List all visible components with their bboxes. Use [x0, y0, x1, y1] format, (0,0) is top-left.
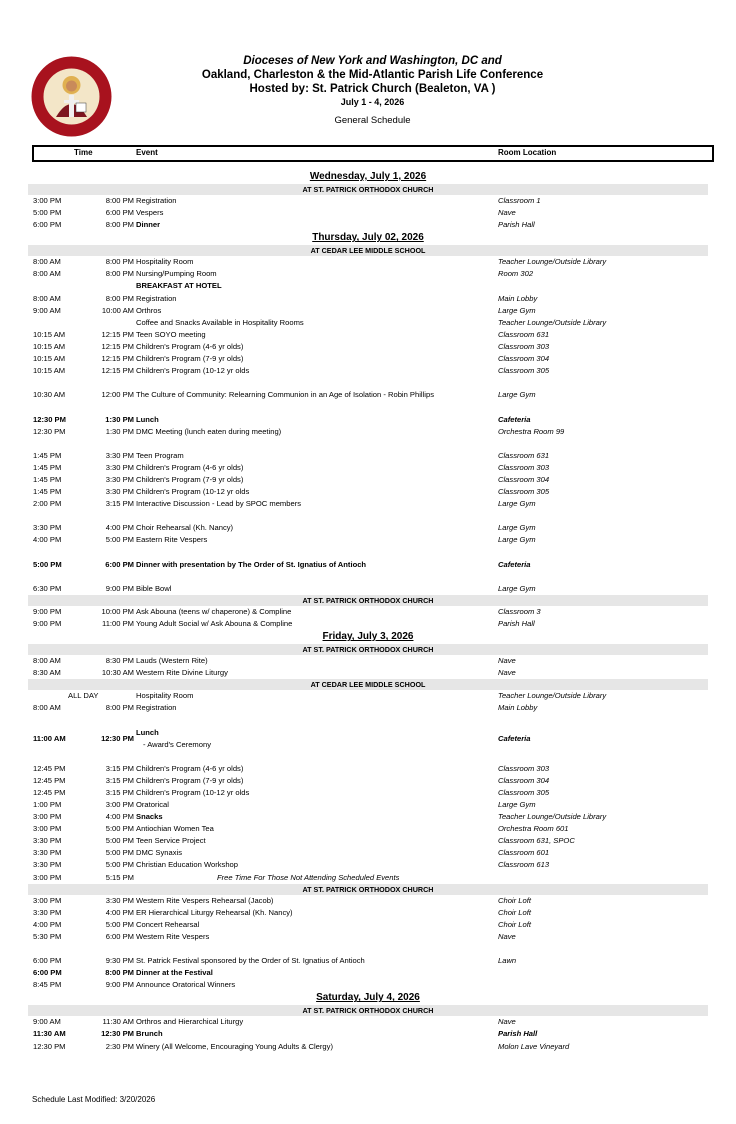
- schedule-row: [0, 823, 736, 835]
- start-time: 10:15 AM: [33, 354, 66, 364]
- event-name: Teen SOYO meeting: [136, 329, 206, 339]
- schedule-row: [0, 305, 736, 317]
- schedule-row: [0, 618, 736, 630]
- room-location: Choir Loft: [498, 919, 531, 929]
- start-time: 2:00 PM: [33, 499, 62, 509]
- end-time: 3:30 PM: [105, 895, 134, 905]
- end-time: 3:30 PM: [105, 462, 134, 472]
- event-name: Children's Program (4-6 yr olds): [136, 763, 244, 773]
- event-name: Teen Program: [136, 450, 184, 460]
- start-time: 1:00 PM: [33, 799, 62, 809]
- venue-bar: [28, 679, 708, 690]
- venue-bar-text: AT ST. PATRICK ORTHODOX CHURCH: [302, 185, 434, 194]
- start-time: 8:00 AM: [33, 257, 61, 267]
- schedule-row: [0, 787, 736, 799]
- event-name: DMC Synaxis: [136, 848, 182, 858]
- event-name: St. Patrick Festival sponsored by the Order of St. Ignatius of Antioch: [136, 956, 365, 966]
- start-time: 10:30 AM: [33, 390, 66, 400]
- start-time: 6:00 PM: [33, 220, 62, 230]
- schedule-row: [0, 559, 736, 571]
- room-location: Cafeteria: [498, 559, 531, 569]
- day-heading-text: Thursday, July 02, 2026: [312, 232, 424, 244]
- event-name: DMC Meeting (lunch eaten during meeting): [136, 426, 282, 436]
- end-time: 12:15 PM: [101, 354, 134, 364]
- room-location: Nave: [498, 656, 516, 666]
- schedule-row: [0, 667, 736, 679]
- schedule-row: [0, 207, 736, 219]
- event-name: Registration: [136, 293, 177, 303]
- end-time: 10:00 AM: [101, 305, 134, 315]
- schedule-row: [0, 606, 736, 618]
- event-name: Children's Program (4-6 yr olds): [136, 462, 244, 472]
- room-location: Classroom 305: [498, 487, 550, 497]
- room-location: Main Lobby: [498, 703, 538, 713]
- room-location: Classroom 303: [498, 341, 550, 351]
- room-location: Classroom 601: [498, 848, 550, 858]
- start-time: 6:00 PM: [33, 968, 62, 978]
- schedule-row: [0, 859, 736, 871]
- schedule-row: [0, 583, 736, 595]
- start-time: 12:30 PM: [33, 426, 66, 436]
- start-time: 9:00 PM: [33, 619, 62, 628]
- schedule-row: [0, 389, 736, 401]
- schedule-row: [0, 534, 736, 546]
- schedule-row: [0, 256, 736, 268]
- schedule-row: [0, 907, 736, 919]
- day-heading-text: Friday, July 3, 2026: [322, 631, 414, 643]
- venue-bar-text: AT CEDAR LEE MIDDLE SCHOOL: [310, 680, 426, 690]
- start-time: 3:30 PM: [33, 907, 62, 917]
- start-time: ALL DAY: [68, 691, 99, 701]
- event-name: Children's Program (10-12 yr olds: [136, 366, 250, 376]
- start-time: 12:30 PM: [33, 1041, 66, 1051]
- event-name: BREAKFAST AT HOTEL: [136, 281, 222, 291]
- end-time: 12:15 PM: [101, 366, 134, 376]
- header-line-1: Dioceses of New York and Washington, DC and: [243, 55, 502, 67]
- event-name: Western Rite Vespers Rehearsal (Jacob): [136, 895, 274, 905]
- schedule-row: [0, 317, 736, 329]
- day-heading: [0, 231, 736, 245]
- room-location: Large Gym: [498, 390, 536, 400]
- end-time: 9:00 PM: [105, 583, 134, 593]
- schedule-row: [0, 1041, 736, 1053]
- start-time: 12:45 PM: [33, 775, 66, 785]
- end-time: 8:00 PM: [105, 968, 134, 978]
- start-time: 8:45 PM: [33, 980, 62, 990]
- start-time: 3:00 PM: [33, 812, 62, 822]
- room-location: Choir Loft: [498, 907, 531, 917]
- start-time: 9:00 PM: [33, 606, 62, 616]
- room-location: Classroom 631: [498, 450, 550, 460]
- end-time: 3:15 PM: [105, 499, 134, 509]
- end-time: 3:30 PM: [105, 450, 134, 460]
- schedule-row: [0, 462, 736, 474]
- start-time: 12:45 PM: [33, 763, 66, 773]
- end-time: 5:15 PM: [105, 872, 134, 882]
- room-location: Teacher Lounge/Outside Library: [498, 317, 607, 327]
- event-name: Ask Abouna (teens w/ chaperone) & Compline: [136, 606, 292, 616]
- start-time: 3:00 PM: [33, 872, 62, 882]
- start-time: 1:45 PM: [33, 462, 62, 472]
- spacer-row: [0, 751, 736, 763]
- start-time: 1:45 PM: [33, 450, 62, 460]
- header-subtitle: General Schedule: [334, 115, 411, 126]
- event-name: Dinner at the Festival: [136, 968, 213, 978]
- schedule-row: [0, 474, 736, 486]
- venue-bar-text: AT ST. PATRICK ORTHODOX CHURCH: [302, 595, 434, 605]
- schedule-row: [0, 727, 736, 751]
- start-time: 8:00 AM: [33, 656, 61, 666]
- end-time: 8:00 PM: [105, 257, 134, 267]
- start-time: 3:00 PM: [33, 824, 62, 834]
- event-subitem: - Award's Ceremony: [143, 739, 211, 749]
- start-time: 8:00 AM: [33, 269, 61, 279]
- start-time: 4:00 PM: [33, 535, 62, 545]
- schedule-row: [0, 365, 736, 377]
- room-location: Classroom 303: [498, 462, 550, 472]
- start-time: 3:30 PM: [33, 523, 62, 533]
- room-location: Teacher Lounge/Outside Library: [498, 812, 607, 822]
- end-time: 12:30 PM: [101, 1029, 134, 1039]
- schedule-row: [0, 268, 736, 280]
- schedule-row: [0, 979, 736, 991]
- room-location: Nave: [498, 1017, 516, 1027]
- schedule-row: [0, 655, 736, 667]
- event-name: Brunch: [136, 1029, 163, 1039]
- start-time: 6:30 PM: [33, 583, 62, 593]
- event-name: Antiochian Women Tea: [136, 824, 214, 834]
- document-header: [160, 54, 585, 127]
- conference-logo: [30, 55, 113, 138]
- end-time: 5:00 PM: [105, 836, 134, 846]
- room-location: Parish Hall: [498, 220, 535, 230]
- venue-bar-text: AT ST. PATRICK ORTHODOX CHURCH: [302, 884, 434, 894]
- event-name: Young Adult Social w/ Ask Abouna & Compline: [136, 619, 293, 628]
- column-event: Event: [136, 148, 158, 157]
- schedule-row: [0, 811, 736, 823]
- venue-bar: [28, 1005, 708, 1016]
- schedule-row: [0, 486, 736, 498]
- start-time: 1:45 PM: [33, 474, 62, 484]
- schedule-row: [0, 895, 736, 907]
- room-location: Choir Loft: [498, 895, 531, 905]
- schedule-table: [0, 170, 736, 1053]
- start-time: 10:15 AM: [33, 366, 66, 376]
- room-location: Classroom 303: [498, 763, 550, 773]
- schedule-row: [0, 195, 736, 207]
- event-name: Lunch: [136, 414, 159, 424]
- end-time: 9:30 PM: [105, 956, 134, 966]
- header-line-2: Oakland, Charleston & the Mid-Atlantic Parish Life Conference: [201, 69, 544, 81]
- end-time: 6:00 PM: [105, 931, 134, 941]
- room-location: Molon Lave Vineyard: [498, 1041, 570, 1051]
- schedule-row: [0, 955, 736, 967]
- room-location: Large Gym: [498, 523, 536, 533]
- event-name: Nursing/Pumping Room: [136, 269, 217, 279]
- start-time: 6:00 PM: [33, 956, 62, 966]
- end-time: 12:30 PM: [101, 733, 134, 743]
- room-location: Nave: [498, 668, 516, 678]
- start-time: 9:00 AM: [33, 305, 61, 315]
- schedule-row: [0, 353, 736, 365]
- room-location: Parish Hall: [498, 1029, 538, 1039]
- start-time: 3:30 PM: [33, 848, 62, 858]
- room-location: Classroom 305: [498, 366, 550, 376]
- end-time: 8:00 PM: [105, 293, 134, 303]
- event-name: Children's Program (4-6 yr olds): [136, 341, 244, 351]
- end-time: 3:15 PM: [105, 763, 134, 773]
- end-time: 1:30 PM: [105, 414, 134, 424]
- end-time: 8:30 PM: [105, 656, 134, 666]
- end-time: 11:30 AM: [102, 1017, 134, 1027]
- spacer-row: [0, 510, 736, 522]
- event-name: Hospitality Room: [136, 691, 194, 701]
- end-time: 1:30 PM: [105, 426, 134, 436]
- room-location: Classroom 304: [498, 775, 550, 785]
- end-time: 5:00 PM: [105, 824, 134, 834]
- end-time: 10:30 AM: [101, 668, 134, 678]
- room-location: Orchestra Room 601: [498, 824, 569, 834]
- schedule-row: [0, 847, 736, 859]
- start-time: 5:00 PM: [33, 559, 62, 569]
- event-name: Interactive Discussion - Lead by SPOC members: [136, 499, 302, 509]
- end-time: 12:15 PM: [101, 329, 134, 339]
- event-name: Snacks: [136, 812, 163, 822]
- room-location: Large Gym: [498, 583, 536, 593]
- end-time: 5:00 PM: [105, 860, 134, 870]
- end-time: 4:00 PM: [105, 812, 134, 822]
- column-room: Room Location: [498, 148, 557, 157]
- event-name: Bible Bowl: [136, 583, 172, 593]
- room-location: Large Gym: [498, 499, 536, 509]
- room-location: Main Lobby: [498, 293, 538, 303]
- event-name: Oratorical: [136, 799, 169, 809]
- end-time: 2:30 PM: [105, 1041, 134, 1051]
- end-time: 3:15 PM: [105, 787, 134, 797]
- column-header-bar: [32, 145, 714, 162]
- schedule-row: [0, 835, 736, 847]
- event-name: Concert Rehearsal: [136, 919, 200, 929]
- schedule-row: [0, 967, 736, 979]
- room-location: Large Gym: [498, 535, 536, 545]
- event-name: Teen Service Project: [136, 836, 206, 846]
- end-time: 8:00 PM: [105, 196, 134, 205]
- event-name: ER Hierarchical Liturgy Rehearsal (Kh. Nancy): [136, 907, 293, 917]
- schedule-row: [0, 426, 736, 438]
- start-time: 9:00 AM: [33, 1017, 61, 1027]
- spacer-row: [0, 401, 736, 413]
- day-heading: [0, 170, 736, 184]
- venue-bar: [28, 884, 708, 895]
- event-name: Children's Program (10-12 yr olds: [136, 487, 250, 497]
- start-time: 11:30 AM: [33, 1029, 66, 1039]
- schedule-row: [0, 872, 736, 884]
- end-time: 4:00 PM: [105, 907, 134, 917]
- end-time: 3:30 PM: [105, 487, 134, 497]
- start-time: 3:00 PM: [33, 895, 62, 905]
- room-location: Lawn: [498, 956, 517, 966]
- event-name: Eastern Rite Vespers: [136, 535, 208, 545]
- day-heading: [0, 630, 736, 644]
- schedule-row: [0, 931, 736, 943]
- spacer-row: [0, 571, 736, 583]
- schedule-row: [0, 1028, 736, 1040]
- schedule-row: [0, 690, 736, 702]
- schedule-row: [0, 219, 736, 231]
- event-name: Vespers: [136, 208, 164, 218]
- venue-bar: [28, 184, 708, 195]
- event-name: Western Rite Vespers: [136, 931, 210, 941]
- start-time: 10:15 AM: [33, 329, 66, 339]
- end-time: 8:00 PM: [105, 703, 134, 713]
- end-time: 3:15 PM: [105, 775, 134, 785]
- venue-bar-text: AT CEDAR LEE MIDDLE SCHOOL: [310, 246, 426, 256]
- room-location: Classroom 3: [498, 606, 541, 616]
- end-time: 3:30 PM: [105, 474, 134, 484]
- schedule-row: [0, 775, 736, 787]
- event-name: Hospitality Room: [136, 257, 194, 267]
- room-location: Classroom 631, SPOC: [498, 836, 575, 846]
- end-time: 8:00 PM: [105, 269, 134, 279]
- schedule-row: [0, 280, 736, 292]
- room-location: Orchestra Room 99: [498, 426, 565, 436]
- end-time: 5:00 PM: [105, 919, 134, 929]
- room-location: Large Gym: [498, 799, 536, 809]
- event-name: Coffee and Snacks Available in Hospitality Rooms: [136, 317, 304, 327]
- room-location: Teacher Lounge/Outside Library: [498, 691, 607, 701]
- end-time: 12:15 PM: [101, 341, 134, 351]
- event-name: Children's Program (7-9 yr olds): [136, 474, 244, 484]
- start-time: 8:00 AM: [33, 293, 61, 303]
- end-time: 10:00 PM: [101, 606, 134, 616]
- spacer-row: [0, 377, 736, 389]
- end-time: 5:00 PM: [105, 848, 134, 858]
- event-name: Children's Program (7-9 yr olds): [136, 775, 244, 785]
- venue-bar-text: AT ST. PATRICK ORTHODOX CHURCH: [302, 645, 434, 655]
- room-location: Cafeteria: [498, 414, 531, 424]
- start-time: 12:45 PM: [33, 787, 66, 797]
- last-modified-note: Schedule Last Modified: 3/20/2026: [32, 1095, 156, 1104]
- end-time: 9:00 PM: [105, 980, 134, 990]
- event-name: Free Time For Those Not Attending Scheduled Events: [217, 872, 400, 882]
- start-time: 1:45 PM: [33, 487, 62, 497]
- room-location: Classroom 305: [498, 787, 550, 797]
- event-name: Winery (All Welcome, Encouraging Young Adults & Clergy): [136, 1041, 333, 1051]
- event-name: Lunch: [136, 727, 159, 737]
- schedule-row: [0, 498, 736, 510]
- room-location: Classroom 304: [498, 354, 550, 364]
- event-name: Registration: [136, 703, 177, 713]
- event-name: Registration: [136, 196, 177, 205]
- start-time: 3:00 PM: [33, 196, 62, 205]
- room-location: Classroom 613: [498, 860, 550, 870]
- schedule-row: [0, 702, 736, 714]
- schedule-row: [0, 919, 736, 931]
- venue-bar-text: AT ST. PATRICK ORTHODOX CHURCH: [302, 1006, 434, 1016]
- start-time: 8:30 AM: [33, 668, 61, 678]
- room-location: Cafeteria: [498, 733, 531, 743]
- spacer-row: [0, 714, 736, 726]
- event-name: Orthros: [136, 305, 162, 315]
- end-time: 8:00 PM: [105, 220, 134, 230]
- event-name: Western Rite Divine Liturgy: [136, 668, 228, 678]
- start-time: 12:30 PM: [33, 414, 66, 424]
- end-time: 5:00 PM: [105, 535, 134, 545]
- schedule-row: [0, 1016, 736, 1028]
- event-name: Dinner with presentation by The Order of St. Ignatius of Antioch: [136, 559, 367, 569]
- schedule-row: [0, 341, 736, 353]
- event-name: Christian Education Workshop: [136, 860, 239, 870]
- schedule-row: [0, 522, 736, 534]
- start-time: 4:00 PM: [33, 919, 62, 929]
- column-time: Time: [74, 148, 93, 157]
- event-name: Announce Oratorical Winners: [136, 980, 236, 990]
- event-name: The Culture of Community: Relearning Communion in an Age of Isolation - Robin Phillips: [136, 390, 434, 400]
- start-time: 3:30 PM: [33, 836, 62, 846]
- schedule-row: [0, 329, 736, 341]
- event-name: Dinner: [136, 220, 161, 230]
- start-time: 8:00 AM: [33, 703, 61, 713]
- room-location: Teacher Lounge/Outside Library: [498, 257, 607, 267]
- room-location: Parish Hall: [498, 619, 535, 628]
- schedule-row: [0, 293, 736, 305]
- room-location: Nave: [498, 208, 516, 218]
- spacer-row: [0, 438, 736, 450]
- room-location: Large Gym: [498, 305, 536, 315]
- venue-bar: [28, 644, 708, 655]
- day-heading-text: Wednesday, July 1, 2026: [309, 171, 427, 182]
- schedule-row: [0, 414, 736, 426]
- header-dates: July 1 - 4, 2026: [340, 97, 405, 107]
- schedule-row: [0, 450, 736, 462]
- start-time: 5:30 PM: [33, 931, 62, 941]
- room-location: Classroom 1: [498, 196, 541, 205]
- room-location: Classroom 631: [498, 329, 550, 339]
- start-time: 11:00 AM: [33, 733, 66, 743]
- end-time: 12:00 PM: [101, 390, 134, 400]
- end-time: 6:00 PM: [105, 208, 134, 218]
- schedule-row: [0, 763, 736, 775]
- spacer-row: [0, 943, 736, 955]
- event-name: Children's Program (7-9 yr olds): [136, 354, 244, 364]
- event-name: Orthros and Hierarchical Liturgy: [136, 1017, 244, 1027]
- room-location: Room 302: [498, 269, 534, 279]
- spacer-row: [0, 547, 736, 559]
- day-heading: [0, 991, 736, 1005]
- end-time: 4:00 PM: [105, 523, 134, 533]
- day-heading-text: Saturday, July 4, 2026: [316, 992, 420, 1004]
- end-time: 3:00 PM: [105, 799, 134, 809]
- start-time: 10:15 AM: [33, 341, 66, 351]
- start-time: 3:30 PM: [33, 860, 62, 870]
- venue-bar: [28, 595, 708, 606]
- event-name: Children's Program (10-12 yr olds: [136, 787, 250, 797]
- schedule-row: [0, 799, 736, 811]
- room-location: Nave: [498, 931, 516, 941]
- header-line-3: Hosted by: St. Patrick Church (Bealeton, VA ): [249, 83, 496, 95]
- end-time: 6:00 PM: [105, 559, 134, 569]
- start-time: 5:00 PM: [33, 208, 62, 218]
- room-location: Classroom 304: [498, 474, 550, 484]
- end-time: 11:00 PM: [102, 619, 134, 628]
- event-name: Lauds (Western Rite): [136, 656, 208, 666]
- venue-bar: [28, 245, 708, 256]
- event-name: Choir Rehearsal (Kh. Nancy): [136, 523, 234, 533]
